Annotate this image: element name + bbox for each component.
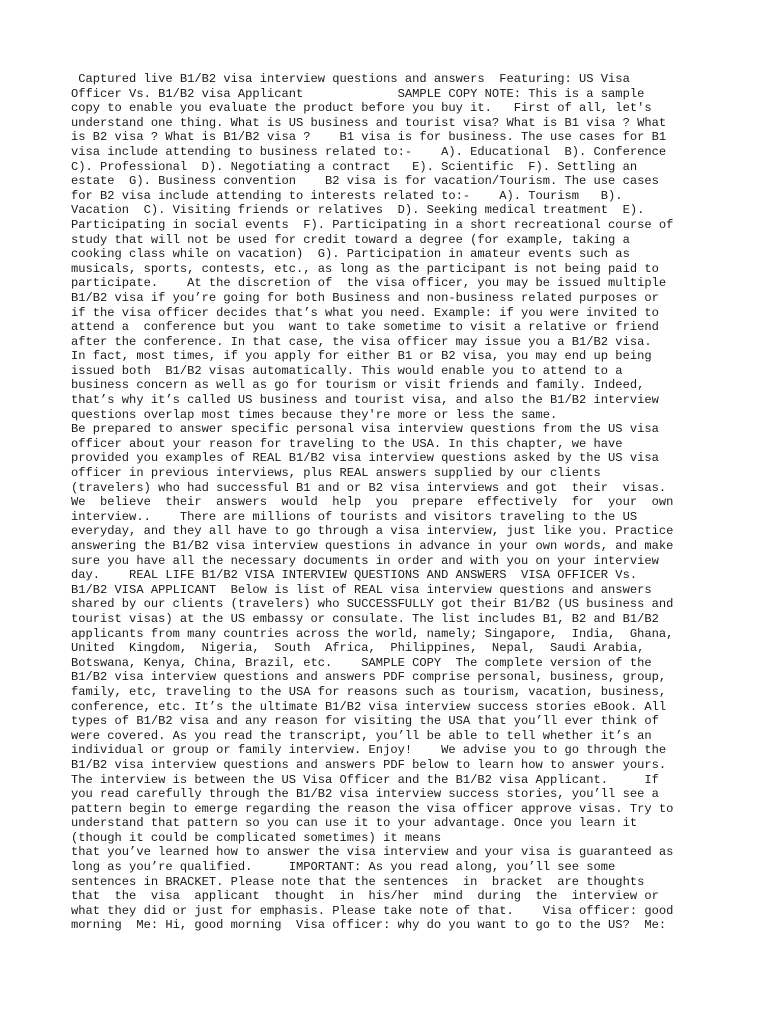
text-line: visa include attending to business related to:- A). Educational B). Conference: [71, 144, 667, 159]
document-body-text: [71, 72, 711, 933]
text-line: copy to enable you evaluate the product before you buy it. First of all, let's: [71, 101, 652, 116]
text-line: (travelers) who had successful B1 and or B2 visa interviews and got their visas.: [71, 480, 667, 495]
text-line: that the visa applicant thought in his/her mind during the interview or: [71, 889, 659, 904]
text-line: types of B1/B2 visa and any reason for visiting the USA that you’ll ever think of: [71, 714, 659, 729]
text-line: cooking class while on vacation) G). Participation in amateur events such as: [71, 247, 630, 262]
text-line: what they did or just for emphasis. Please take note of that. Visa officer: good: [71, 903, 674, 918]
text-line: Botswana, Kenya, China, Brazil, etc. SAMPLE COPY The complete version of the: [71, 655, 652, 670]
text-line: Be prepared to answer specific personal visa interview questions from the US visa: [71, 422, 659, 437]
text-line: long as you’re qualified. IMPORTANT: As you read along, you’ll see some: [71, 860, 616, 875]
text-line: questions overlap most times because they're more or less the same.: [71, 407, 558, 422]
text-line: day. REAL LIFE B1/B2 VISA INTERVIEW QUESTIONS AND ANSWERS VISA OFFICER Vs.: [71, 568, 638, 583]
text-line: understand that pattern so you can use it to your advantage. Once you learn it: [71, 816, 638, 831]
text-line: that you’ve learned how to answer the visa interview and your visa is guaranteed as: [71, 845, 674, 860]
text-line: estate G). Business convention B2 visa is for vacation/Tourism. The use cases: [71, 174, 659, 189]
text-line: pattern begin to emerge regarding the reason the visa officer approve visas. Try to: [71, 801, 674, 816]
text-line: We believe their answers would help you prepare effectively for your own: [71, 495, 674, 510]
text-line: if the visa officer decides that’s what you need. Example: if you were invited to: [71, 305, 659, 320]
text-line: sentences in BRACKET. Please note that the sentences in bracket are thoughts: [71, 874, 645, 889]
text-line: (though it could be complicated sometimes) it means: [71, 830, 442, 845]
text-line: individual or group or family interview. Enjoy! We advise you to go through the: [71, 743, 667, 758]
text-line: Officer Vs. B1/B2 visa Applicant SAMPLE COPY NOTE: This is a sample: [71, 86, 645, 101]
text-line: shared by our clients (travelers) who SUCCESSFULLY got their B1/B2 (US business and: [71, 597, 674, 612]
text-line: Captured live B1/B2 visa interview questions and answers Featuring: US Visa: [71, 72, 630, 86]
text-line: everyday, and they all have to go through a visa interview, just like you. Practice: [71, 524, 674, 539]
text-line: Vacation C). Visiting friends or relatives D). Seeking medical treatment E).: [71, 203, 645, 218]
text-line: B1/B2 visa if you’re going for both Business and non-business related purposes or: [71, 290, 659, 305]
text-line: provided you examples of REAL B1/B2 visa interview questions asked by the US visa: [71, 451, 659, 466]
text-line: United Kingdom, Nigeria, South Africa, Philippines, Nepal, Saudi Arabia,: [71, 641, 645, 656]
text-line: B1/B2 visa interview questions and answers PDF below to learn how to answer yours.: [71, 757, 667, 772]
text-line: business concern as well as go for tourism or visit friends and family. Indeed,: [71, 378, 645, 393]
text-line: tourist visas) at the US embassy or consulate. The list includes B1, B2 and B1/B2: [71, 611, 659, 626]
text-line: issued both B1/B2 visas automatically. This would enable you to attend to a: [71, 363, 623, 378]
text-line: study that will not be used for credit toward a degree (for example, taking a: [71, 232, 630, 247]
text-line: musicals, sports, contests, etc., as long as the participant is not being paid to: [71, 261, 659, 276]
text-line: participate. At the discretion of the visa officer, you may be issued multiple: [71, 276, 667, 291]
text-line: attend a conference but you want to take sometime to visit a relative or friend: [71, 320, 659, 335]
text-line: understand one thing. What is US business and tourist visa? What is B1 visa ? What: [71, 115, 667, 130]
text-line: B1/B2 visa interview questions and answers PDF comprise personal, business, group,: [71, 670, 667, 685]
text-line: sure you have all the necessary documents in order and with you on your interview: [71, 553, 659, 568]
text-line: for B2 visa include attending to interests related to:- A). Tourism B).: [71, 188, 623, 203]
text-line: you read carefully through the B1/B2 visa interview success stories, you’ll see a: [71, 787, 659, 802]
text-line: were covered. As you read the transcript, you’ll be able to tell whether it’s an: [71, 728, 652, 743]
text-line: after the conference. In that case, the visa officer may issue you a B1/B2 visa.: [71, 334, 652, 349]
text-line: family, etc, traveling to the USA for reasons such as tourism, vacation, business,: [71, 684, 667, 699]
text-line: C). Professional D). Negotiating a contract E). Scientific F). Settling an: [71, 159, 638, 174]
text-line: conference, etc. It’s the ultimate B1/B2 visa interview success stories eBook. All: [71, 699, 667, 714]
text-line: that’s why it’s called US business and tourist visa, and also the B1/B2 interview: [71, 393, 659, 408]
text-line: In fact, most times, if you apply for either B1 or B2 visa, you may end up being: [71, 349, 652, 364]
text-line: The interview is between the US Visa Officer and the B1/B2 visa Applicant. If: [71, 772, 659, 787]
text-line: Participating in social events F). Participating in a short recreational course of: [71, 217, 674, 232]
text-line: officer in previous interviews, plus REAL answers supplied by our clients: [71, 466, 601, 481]
text-line: officer about your reason for traveling to the USA. In this chapter, we have: [71, 436, 623, 451]
text-line: is B2 visa ? What is B1/B2 visa ? B1 visa is for business. The use cases for B1: [71, 130, 667, 145]
text-line: B1/B2 VISA APPLICANT Below is list of REAL visa interview questions and answers: [71, 582, 652, 597]
text-line: applicants from many countries across the world, namely; Singapore, India, Ghana,: [71, 626, 674, 641]
text-line: interview.. There are millions of tourists and visitors traveling to the US: [71, 509, 638, 524]
text-line: morning Me: Hi, good morning Visa officer: why do you want to go to the US? Me:: [71, 918, 667, 933]
text-line: answering the B1/B2 visa interview questions in advance in your own words, and make: [71, 539, 674, 553]
